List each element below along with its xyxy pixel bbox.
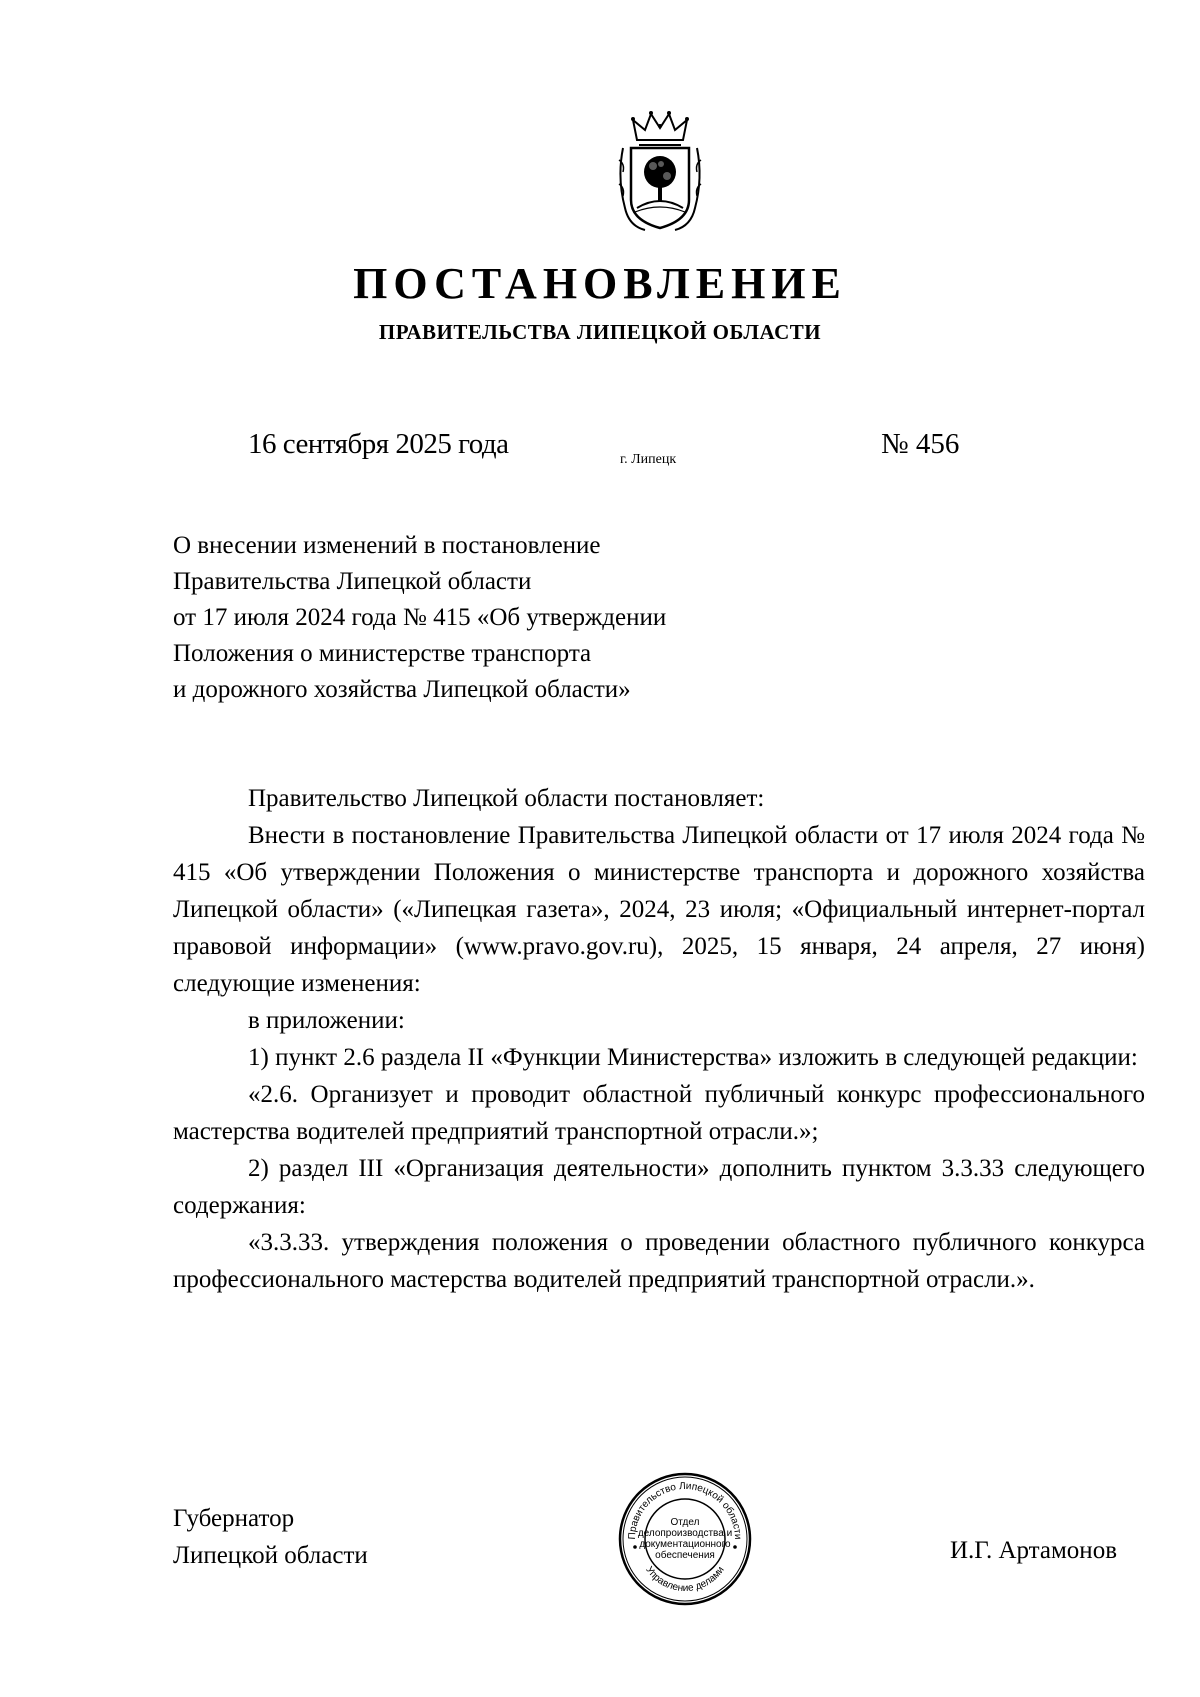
document-date: 16 сентября 2025 года	[248, 428, 509, 460]
document-heading	[173, 528, 666, 708]
stamp-ring-top: Правительство Липецкой области	[626, 1480, 744, 1540]
coat-of-arms-icon	[615, 108, 705, 236]
heading-line: Правительства Липецкой области	[173, 568, 532, 595]
heading-line: и дорожного хозяйства Липецкой области»	[173, 676, 631, 703]
body-paragraph: 2) раздел III «Организация деятельности» дополнить пунктом 3.3.33 следующего содержания:	[173, 1155, 1145, 1219]
signatory-name: И.Г. Артамонов	[950, 1537, 1117, 1564]
stamp-center-line: делопроизводства и	[637, 1528, 733, 1539]
signatory-position-line: Губернатор	[173, 1505, 295, 1532]
body-paragraph: Правительство Липецкой области постановляет:	[248, 785, 765, 812]
heading-line: от 17 июля 2024 года № 415 «Об утверждении	[173, 604, 667, 631]
body-paragraph: «2.6. Организует и проводит областной публичный конкурс профессионального мастерства водителей предприятий транспортной отрасли.»;	[173, 1081, 1145, 1145]
stamp-ring-bottom: Управление делами	[643, 1564, 727, 1595]
document-subtitle: ПРАВИТЕЛЬСТВА ЛИПЕЦКОЙ ОБЛАСТИ	[378, 320, 822, 344]
document-body	[173, 780, 1145, 1298]
document-title: ПОСТАНОВЛЕНИЕ	[353, 259, 847, 308]
stamp-center-line: Отдел	[670, 1517, 700, 1528]
document-number: № 456	[881, 428, 960, 460]
heading-line: О внесении изменений в постановление	[173, 532, 601, 559]
official-stamp	[617, 1471, 753, 1607]
heading-line: Положения о министерстве транспорта	[173, 640, 592, 667]
stamp-center-line: обеспечения	[655, 1550, 715, 1561]
signatory-position-line: Липецкой области	[173, 1542, 368, 1569]
signatory-position	[173, 1500, 368, 1574]
stamp-center-line: документационного	[639, 1539, 731, 1550]
body-paragraph: 1) пункт 2.6 раздела II «Функции Министерства» изложить в следующей редакции:	[248, 1044, 1138, 1071]
document-city: г. Липецк	[620, 452, 677, 467]
body-paragraph: «3.3.33. утверждения положения о проведении областного публичного конкурса профессионального мастерства водителей предприятий транспортной отрасли.».	[173, 1229, 1145, 1293]
body-paragraph: в приложении:	[248, 1007, 405, 1034]
body-paragraph: Внести в постановление Правительства Липецкой области от 17 июля 2024 года № 415 «Об утверждении Положения о министерстве транспорта и дорожного хозяйства Липецкой области» («Липецкая газета», 2024, 23 июля; «Официальный интернет-портал правовой информации» (www.pravo.gov.ru), 2025, 15 января, 24 апреля, 27 июня) следующие изменения:	[173, 822, 1145, 997]
